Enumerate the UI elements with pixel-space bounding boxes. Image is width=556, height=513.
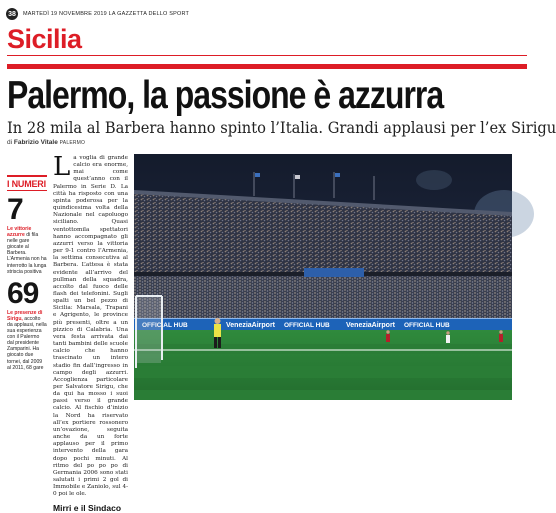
page-number: 38 [6,8,18,20]
stat-highlight: Le presenze di Sirigu, [7,309,43,322]
pitch-stripes [134,344,512,400]
stat-number: 69 [7,276,39,310]
article-subheadline: In 28 mila al Barbera hanno spinto l’Italia. Grandi applausi per l’ex Sirigu [7,118,556,137]
article-body [53,152,128,513]
stadium-photo-illustration [134,154,512,400]
byline-location: PALERMO [59,140,86,146]
stat-text: di fila nelle gare giocate al Barbera. L’Armenia non ha interrotto la lunga striscia positiva [7,232,47,275]
sidebar-heading: I NUMERI [7,179,46,189]
pitch-grass [134,330,512,400]
byline-prefix: di [7,139,13,146]
section-rule-thick [7,64,527,69]
ad-text: OFFICIAL HUB [284,322,330,329]
numbers-sidebar [7,179,47,371]
goal-net [137,297,161,363]
stat-number: 7 [7,193,23,226]
byline [7,139,85,146]
drop-cap: L [53,152,71,182]
ad-text: OFFICIAL HUB [404,322,450,329]
stat-description [7,310,47,371]
lower-stand-crowd [134,276,512,322]
board-highlight [134,318,512,319]
article-text: a voglia di grande calcio era enorme, mai come quest’anno con il Palermo in Serie D. La città ha risposto con una spinta poderosa per la quindicesima volta della Nazionale nel capoluogo siciliano. Quasi ventottomila spettatori hanno accompagnato gli azzurri verso la vittoria per 9-1 contro l’Armenia, la settima consecutiva al Barbera. L’attesa è stata evidente all’arrivo del pullman della squadra, accolto dal fuoco delle flash dei telefonini. Sugli spalti un bel pezzo di Sicilia: Marsala, Trapani e Agrigento, le province più presenti, oltre a un pizzico di Calabria. Una vera festa arrivata dai tanti bambini delle scuole calcio che hanno trascinato un intero stadio fin dall’ingresso in campo degli azzurri. Accoglienza particolare per Salvatore Sirigu, che da qui ha mosso i suoi passi verso il grande calcio. Al fischio d’inizio la Nord ha riservato all’ex portiere rossonero un’ovazione, seguita anche da un forte applauso per il primo intervento della gara dopo pochi minuti. Al ritmo del po po po di Germania 2006 sono stati salutati i primi 2 gol di Immobile e Zaniolo, sul 4-0 poi le ole. [53,155,128,498]
section-title: Sicilia [7,24,82,54]
byline-author: Fabrizio Vitale [13,139,58,146]
stat-description [7,226,47,275]
section-rule-thin [7,55,527,56]
article-headline: Palermo, la passione è azzurra [7,74,444,117]
ad-text: VeneziaAirport [226,322,276,329]
tier-banner [304,268,364,277]
stat-text: accolto da applausi, nella sua esperienza con il Palermo dal presidente Zamparini. Ha giocato due tornei, dal 2009 al 2011, 68 gare [7,315,47,371]
dateline: MARTEDÌ 19 NOVEMBRE 2019 LA GAZZETTA DELLO SPORT [23,11,190,17]
stat-highlight: Le vittorie azzurre [7,226,32,239]
floodlight-glow [416,170,452,190]
page-topline [6,8,528,20]
sidebar-rule [7,175,47,177]
stadium-photo [134,154,512,400]
article-subhead: Mirri e il Sindaco [53,502,122,513]
ad-text: OFFICIAL HUB [142,322,188,329]
ad-text: VeneziaAirport [346,322,396,329]
